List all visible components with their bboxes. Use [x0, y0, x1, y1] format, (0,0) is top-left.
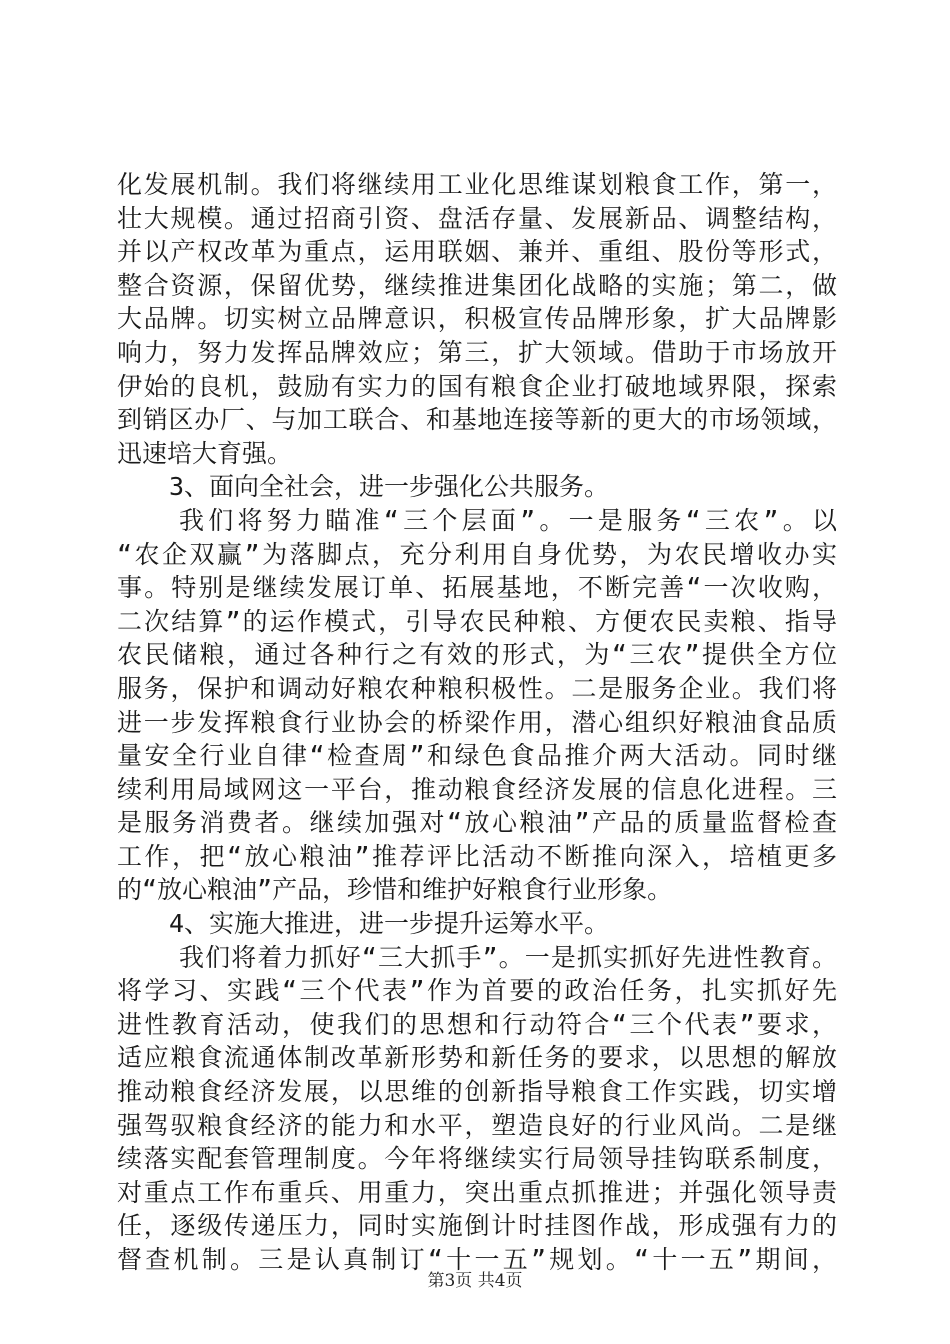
text-line: “农企双赢”为落脚点，充分利用自身优势，为农民增收办实 — [117, 539, 837, 569]
text-line: 进性教育活动，使我们的思想和行动符合“三个代表”要求， — [117, 1009, 837, 1039]
text-line: 对重点工作布重兵、用重力，突出重点抓推进；并强化领导责 — [117, 1177, 837, 1207]
document-body — [117, 168, 837, 1277]
text-line: 进一步发挥粮食行业协会的桥梁作用，潜心组织好粮油食品质 — [117, 707, 837, 737]
text-line: 量安全行业自律“检查周”和绿色食品推介两大活动。同时继 — [117, 741, 837, 771]
text-line: 壮大规模。通过招商引资、盘活存量、发展新品、调整结构， — [117, 203, 837, 233]
text-line: 整合资源，保留优势，继续推进集团化战略的实施；第二，做 — [117, 270, 837, 300]
text-line: 事。特别是继续发展订单、拓展基地，不断完善“一次收购， — [117, 573, 837, 603]
text-line: 并以产权改革为重点，运用联姻、兼并、重组、股份等形式， — [117, 237, 837, 267]
text-line: 督查机制。三是认真制订“十一五”规划。“十一五”期间， — [117, 1245, 837, 1274]
text-line: 我们将努力瞄准“三个层面”。一是服务“三农”。以 — [179, 505, 837, 535]
text-line: 服务，保护和调动好粮农种粮积极性。二是服务企业。我们将 — [117, 673, 837, 703]
text-line: 化发展机制。我们将继续用工业化思维谋划粮食工作，第一， — [117, 170, 837, 199]
text-line: 续落实配套管理制度。今年将继续实行局领导挂钩联系制度， — [117, 1144, 837, 1174]
text-line: 的“放心粮油”产品，珍惜和维护好粮食行业形象。 — [117, 875, 673, 905]
section-heading: 4、实施大推进，进一步提升运筹水平。 — [169, 909, 610, 939]
text-line: 我们将着力抓好“三大抓手”。一是抓实抓好先进性教育。 — [179, 942, 837, 972]
page-number-footer: 第3页 共4页 — [427, 1271, 523, 1291]
text-line: 任，逐级传递压力，同时实施倒计时挂图作战，形成强有力的 — [117, 1211, 837, 1241]
section-heading: 3、面向全社会，进一步强化公共服务。 — [169, 472, 610, 502]
text-line: 响力，努力发挥品牌效应；第三，扩大领域。借助于市场放开 — [117, 337, 837, 367]
text-line: 二次结算”的运作模式，引导农民种粮、方便农民卖粮、指导 — [117, 606, 837, 636]
text-line: 大品牌。切实树立品牌意识，积极宣传品牌形象，扩大品牌影 — [117, 304, 837, 334]
text-line: 续利用局域网这一平台，推动粮食经济发展的信息化进程。三 — [117, 774, 837, 804]
text-line: 适应粮食流通体制改革新形势和新任务的要求，以思想的解放 — [117, 1043, 837, 1073]
text-line: 迅速培大育强。 — [117, 438, 293, 468]
text-line: 强驾驭粮食经济的能力和水平，塑造良好的行业风尚。二是继 — [117, 1110, 837, 1140]
text-line: 将学习、实践“三个代表”作为首要的政治任务，扎实抓好先 — [117, 976, 837, 1006]
text-line: 到销区办厂、与加工联合、和基地连接等新的更大的市场领域， — [117, 405, 837, 435]
text-line: 是服务消费者。继续加强对“放心粮油”产品的质量监督检查 — [117, 808, 837, 838]
text-line: 工作，把“放心粮油”推荐评比活动不断推向深入，培植更多 — [117, 841, 837, 871]
text-line: 农民储粮，通过各种行之有效的形式，为“三农”提供全方位 — [117, 640, 837, 670]
text-line: 伊始的良机，鼓励有实力的国有粮食企业打破地域界限，探索 — [117, 371, 837, 401]
text-line: 推动粮食经济发展，以思维的创新指导粮食工作实践，切实增 — [117, 1077, 837, 1107]
